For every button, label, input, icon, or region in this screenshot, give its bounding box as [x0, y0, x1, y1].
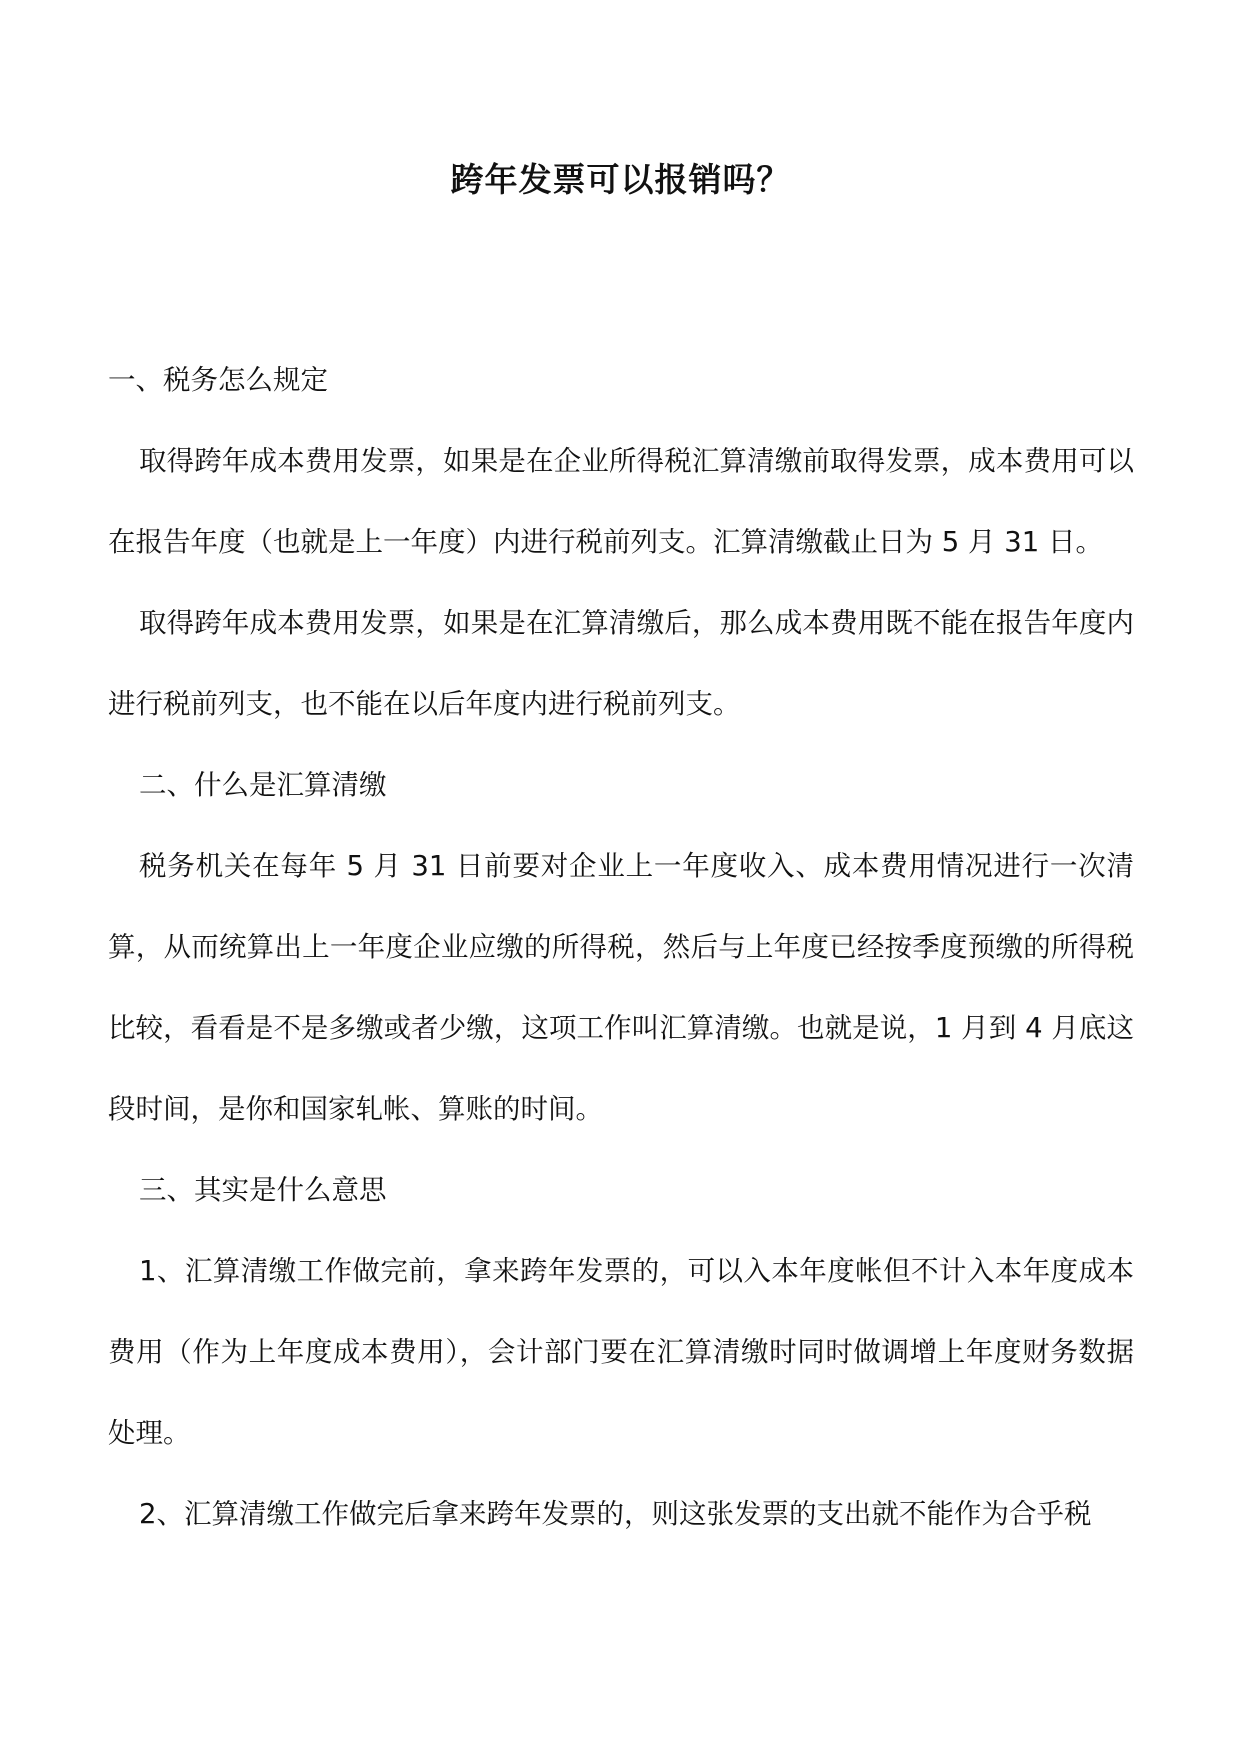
document-body	[108, 340, 1134, 1555]
paragraph-5: 2、汇算清缴工作做完后拿来跨年发票的，则这张发票的支出就不能作为合乎税	[139, 1498, 1092, 1530]
paragraph-1: 取得跨年成本费用发票，如果是在企业所得税汇算清缴前取得发票，成本费用可以在报告年度（也就是上一年度）内进行税前列支。汇算清缴截止日为 5 月 31 日。	[108, 445, 1134, 558]
paragraph-2: 取得跨年成本费用发票，如果是在汇算清缴后，那么成本费用既不能在报告年度内进行税前列支，也不能在以后年度内进行税前列支。	[108, 607, 1134, 720]
section-heading-2: 二、什么是汇算清缴	[139, 769, 387, 801]
section-heading-3: 三、其实是什么意思	[139, 1174, 387, 1206]
paragraph-4: 1、汇算清缴工作做完前，拿来跨年发票的，可以入本年度帐但不计入本年度成本费用（作为上年度成本费用），会计部门要在汇算清缴时同时做调增上年度财务数据处理。	[108, 1255, 1134, 1449]
section-heading-1: 一、税务怎么规定	[108, 364, 328, 396]
document-title: 跨年发票可以报销吗？	[450, 160, 791, 199]
paragraph-3: 税务机关在每年 5 月 31 日前要对企业上一年度收入、成本费用情况进行一次清算，从而统算出上一年度企业应缴的所得税，然后与上年度已经按季度预缴的所得税比较，看看是不是多缴或者少缴，这项工作叫汇算清缴。也就是说，1 月到 4 月底这段时间，是你和国家轧帐、算账的时间。	[108, 850, 1134, 1125]
